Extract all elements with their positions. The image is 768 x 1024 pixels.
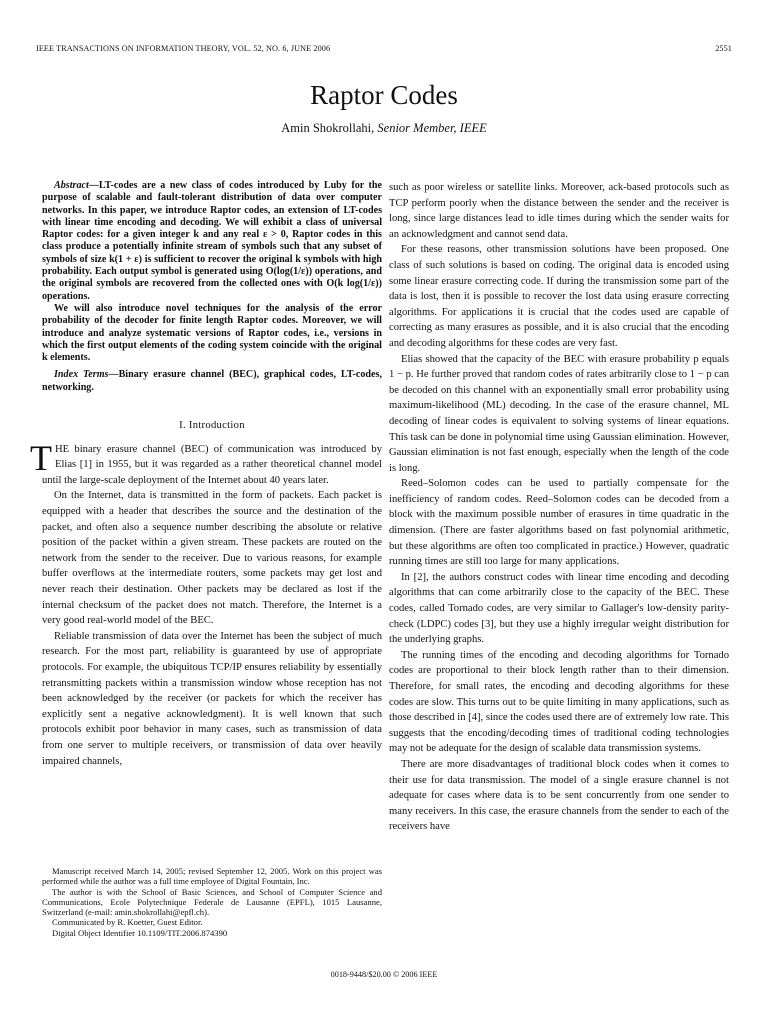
- right-paragraph-6: There are more disadvantages of traditional block codes when it comes to their use for data transmission. The model of a single erasure channel is not adequate for cases where data is to be sent concurrently from one sender to many receivers. In this case, the erasure channels from the sender to each of the receivers have: [389, 758, 729, 833]
- page-number: 2551: [715, 44, 732, 53]
- author-name: Amin Shokrollahi,: [281, 121, 375, 135]
- right-paragraph-5: The running times of the encoding and decoding algorithms for Tornado codes are proportional to their block length rather than to their dimension. Therefore, for small rates, the encoding and decoding algorithms for these codes are slow. This turns out to be quite limiting in many applications, such as those described in [4], since the codes used there are of extremely low rate. This suggests that the encoding/decoding times of traditional coding technologies may not be adequate for the design of scalable data transmission systems.: [389, 649, 729, 755]
- right-column: [389, 180, 729, 835]
- abstract: [42, 180, 382, 364]
- index-terms-label: Index Terms—: [54, 369, 119, 381]
- intro-paragraph-1: [30, 437, 382, 489]
- footnotes: [42, 866, 382, 938]
- right-paragraph-4: In [2], the authors construct codes with linear time encoding and decoding algorithms that can come arbitrarily close to the capacity of the BEC. These codes, called Tornado codes, are very similar to Gallager's low-density parity-check (LDPC) codes [3], but they use a highly irregular weight distribution for the underlying graphs.: [389, 571, 729, 646]
- index-terms-text: Binary erasure channel (BEC), graphical codes, LT-codes, networking.: [42, 369, 382, 393]
- intro-paragraph-3: Reliable transmission of data over the Internet has been the subject of much research. For the most part, reliability is guaranteed by use of appropriate protocols. For example, the ubiquitous TCP/IP ensures reliability by essentially retransmitting packets within a transmission window whose reception has not been acknowledged by the receiver (or packets for which the receiver has explicitly sent a negative acknowledgment). It is well known that such protocols exhibit poor behavior in many cases, such as transmission of data from one server to multiple receivers, or transmission of data over heavily impaired channels,: [42, 630, 382, 767]
- section-heading: I. Introduction: [179, 420, 245, 432]
- journal-header: IEEE TRANSACTIONS ON INFORMATION THEORY, VOL. 52, NO. 6, JUNE 2006: [36, 44, 331, 53]
- right-paragraph-2: Elias showed that the capacity of the BEC with erasure probability p equals 1 − p. He further proved that random codes of rates arbitrarily close to 1 − p can be decoded on this channel with an exponentially small error probability using maximum-likelihood (ML) decoding. In the case of the erasure channel, ML decoding of linear codes is equivalent to solving systems of linear equations. This task can be done in polynomial time using Gaussian elimination. However, Gaussian elimination is not fast enough, especially when the length of the code is long.: [389, 353, 729, 474]
- footnote-manuscript: Manuscript received March 14, 2005; revised September 12, 2005. Work on this project was performed while the author was a full time employee of Digital Fountain, Inc.: [42, 866, 382, 887]
- copyright-footer: 0018-9448/$20.00 © 2006 IEEE: [330, 970, 438, 979]
- running-header: [36, 44, 732, 53]
- footnote-doi: Digital Object Identifier 10.1109/TIT.2006.874390: [52, 927, 228, 938]
- abstract-paragraph-1: [42, 180, 382, 303]
- intro-text-1: HE binary erasure channel (BEC) of communication was introduced by Elias [1] in 1955, but it was regarded as a rather theoretical channel model until the large-scale deployment of the Internet about 40 years later.: [42, 443, 382, 486]
- drop-cap: T: [30, 437, 52, 478]
- author-line: [0, 121, 768, 136]
- footnote-editor: Communicated by R. Koetter, Guest Editor.: [52, 917, 203, 928]
- abstract-paragraph-2: We will also introduce novel techniques for the analysis of the error probability of the decoder for finite length Raptor codes. Moreover, we will introduce and analyze systematic versions of Raptor codes, i.e., versions in which the first output elements of the coding system coincide with the original k elements.: [42, 302, 382, 364]
- right-paragraph-3: Reed–Solomon codes can be used to partially compensate for the inefficiency of random codes. Reed–Solomon codes can be decoded from a block with the maximum possible number of erasures in time quadratic in the dimension. (There are faster algorithms based on fast polynomial arithmetic, but these algorithms are often too complicated in practice.) However, quadratic running times are still too large for many applications.: [389, 478, 729, 568]
- left-column: [30, 180, 382, 769]
- author-affiliation: Senior Member, IEEE: [377, 121, 487, 135]
- right-paragraph-0: such as poor wireless or satellite links. Moreover, ack-based protocols such as TCP perform poorly when the distance between the sender and the receiver is long, since large distances lead to idle times during which the sender waits for an acknowledgment and cannot send data.: [389, 182, 729, 240]
- index-terms: [42, 369, 382, 394]
- right-paragraph-1: For these reasons, other transmission solutions have been proposed. One class of such solutions is based on coding. The original data is encoded using some linear erasure correcting code. If during the transmission some part of the data is lost, then it is possible to recover the lost data using erasure correcting algorithms. For applications it is crucial that the codes used are capable of correcting as many erasures as possible, and it is also crucial that the encoding and decoding algorithms for these codes are very fast.: [389, 244, 729, 349]
- abstract-text-1: LT-codes are a new class of codes introduced by Luby for the purpose of scalable and fault-tolerant distribution of data over computer networks. In this paper, we introduce Raptor codes, an extension of LT-codes with linear time encoding and decoding. We will exhibit a class of universal Raptor codes: for a given integer k and any real ε > 0, Raptor codes in this class produce a potentially infinite stream of symbols such that any subset of symbols of size k(1 + ε) is sufficient to recover the original k symbols with high probability. Each output symbol is generated using O(log(1/ε)) operations, and the original symbols are recovered from the collected ones with O(k log(1/ε)) operations.: [42, 180, 382, 302]
- footnote-author: The author is with the School of Basic Sciences, and School of Computer Science and Communications, Ecole Polytechnique Federale de Lausanne (EPFL), 1015 Lausanne, Switzerland (e-mail: amin.shokrollahi@epfl.ch).: [42, 886, 382, 918]
- abstract-label: Abstract—: [54, 180, 99, 191]
- intro-paragraph-2: On the Internet, data is transmitted in the form of packets. Each packet is equipped with a header that describes the source and the destination of the packet, and often also a sequence number describing the absolute or relative position of the packet within a given stream. These packets are routed on the network from the sender to the receiver. Due to various reasons, for example buffer overflows at the intermediate routers, some packets may get lost and never reach their destination. Other packets may be declared as lost if the internal checksum of the packet does not match. Therefore, the Internet is a very good real-world model of the BEC.: [42, 490, 382, 627]
- paper-title: Raptor Codes: [310, 80, 458, 110]
